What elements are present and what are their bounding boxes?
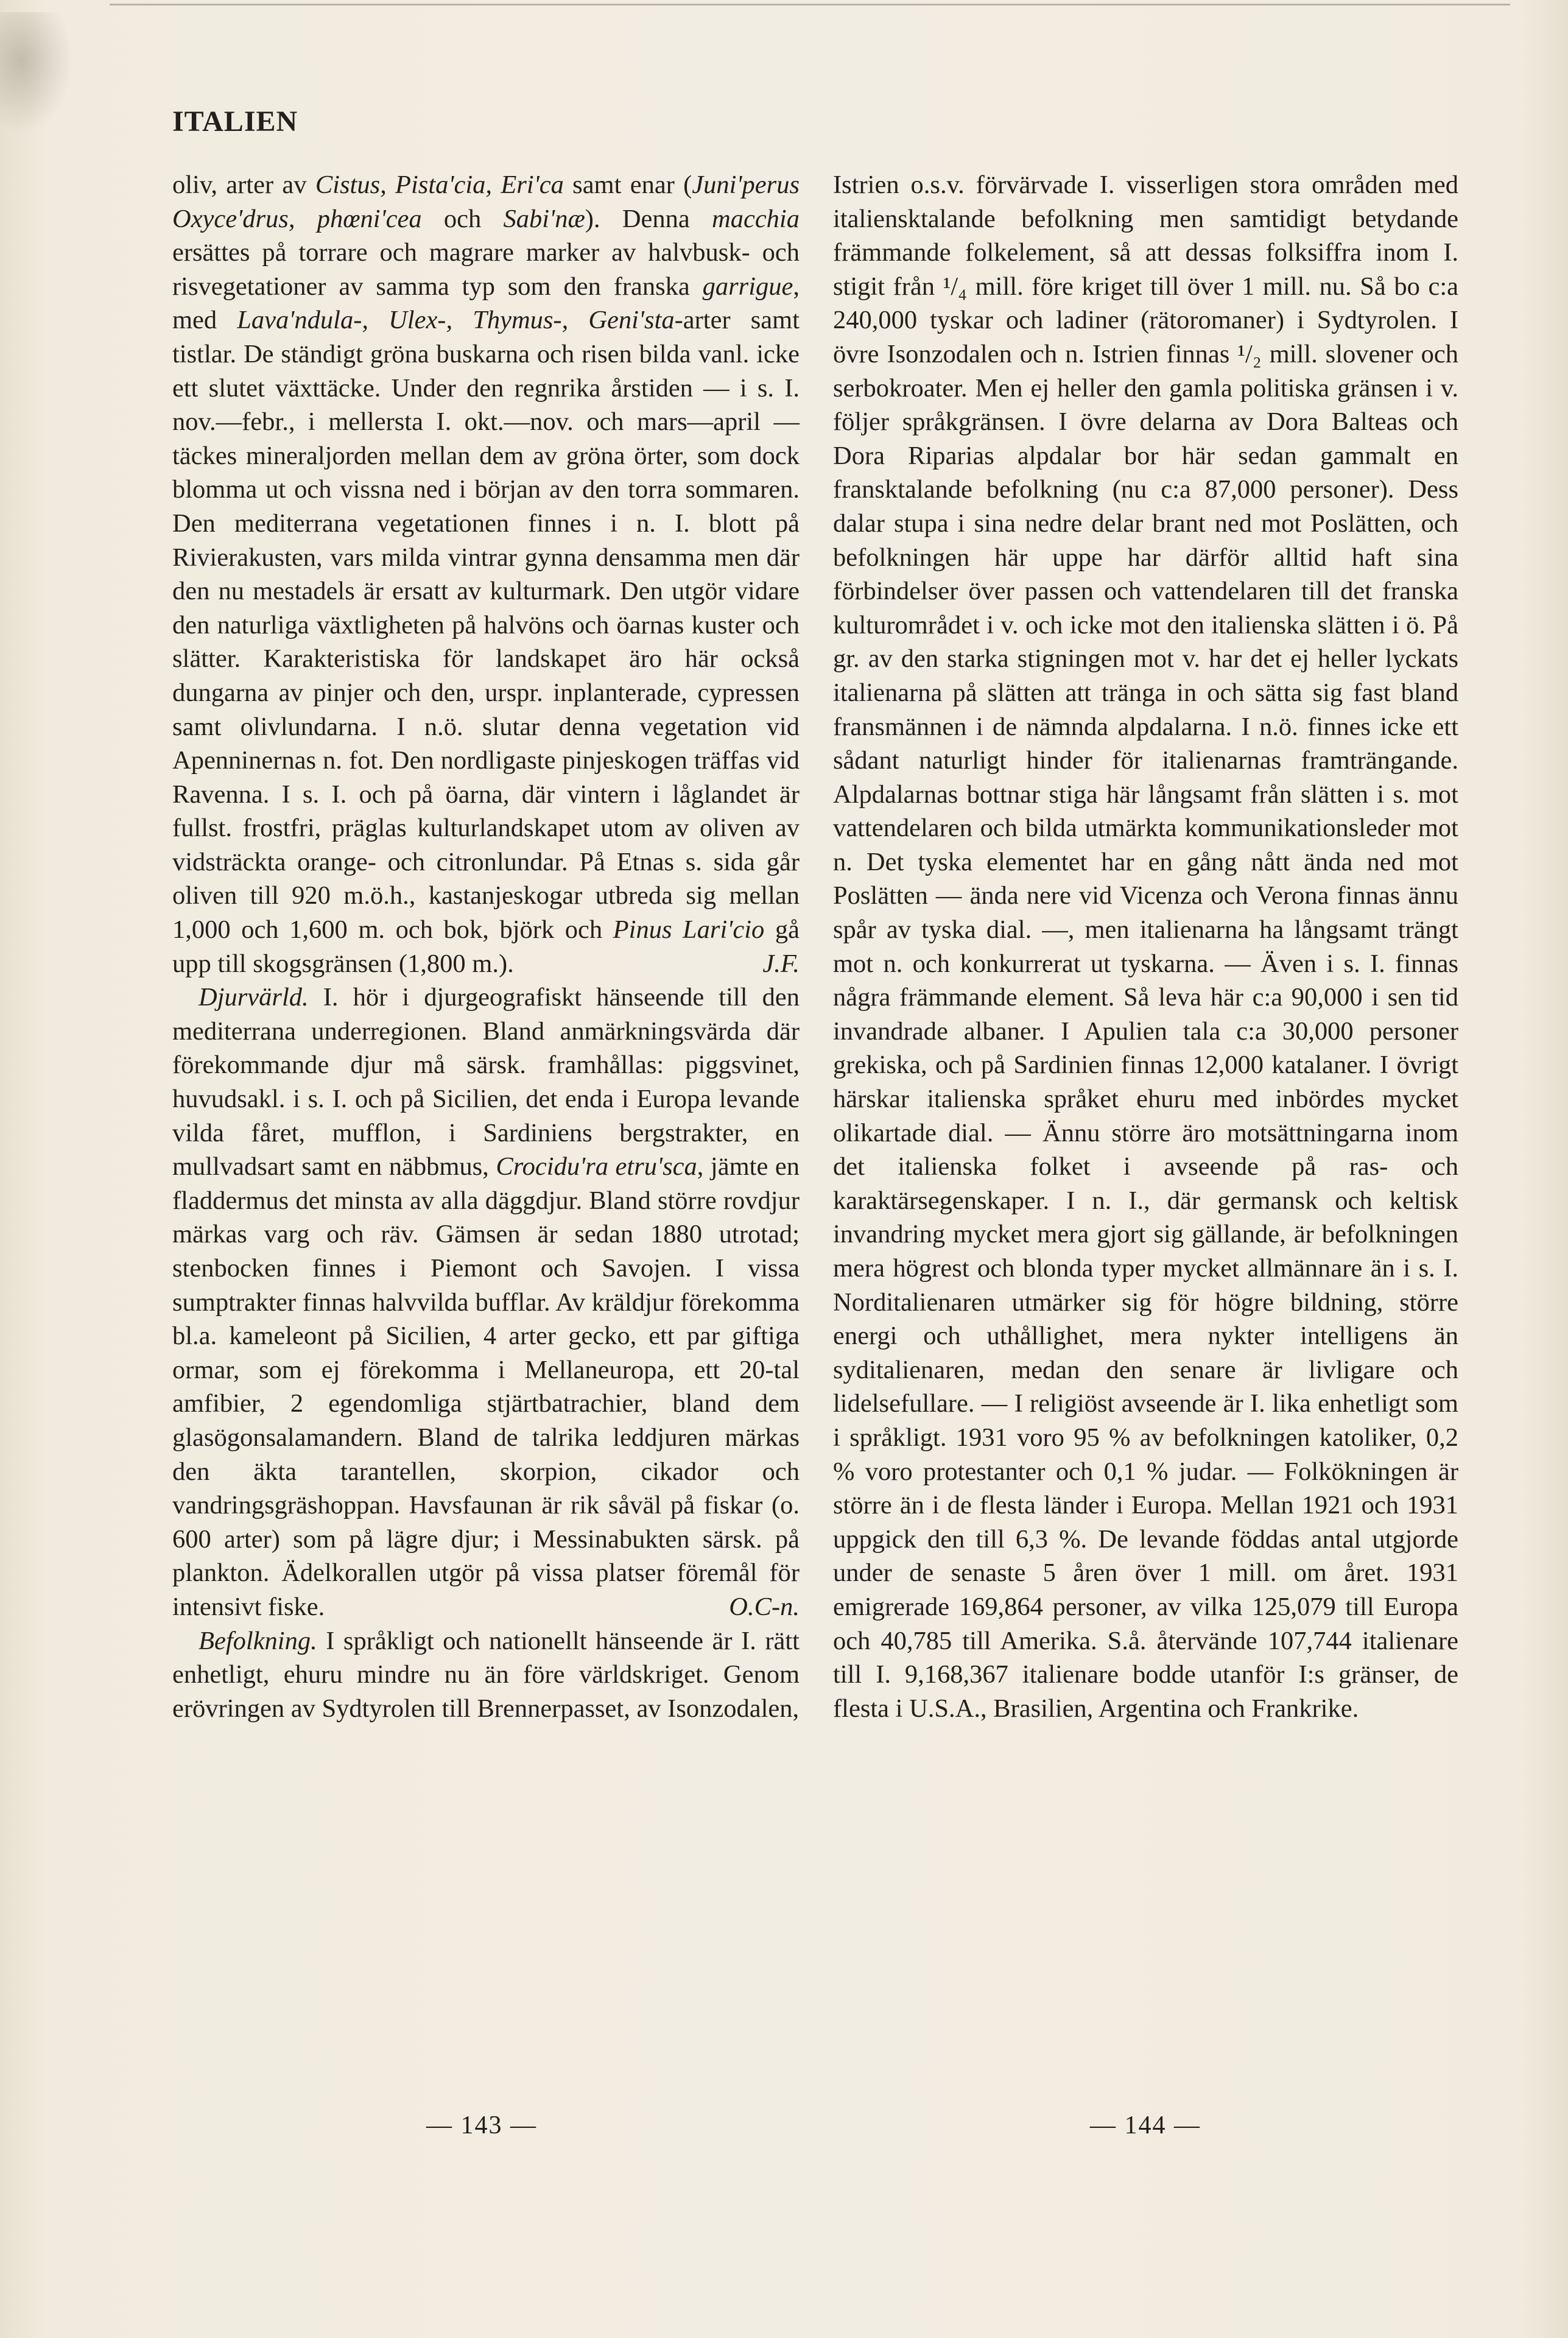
text-span: oliv, arter av xyxy=(172,171,315,199)
top-rule xyxy=(110,4,1510,5)
paragraph-fauna xyxy=(172,981,800,1624)
paragraph-population xyxy=(172,1624,800,1726)
species-name: Crocidu'ra etru'sca xyxy=(496,1152,697,1181)
author-signature: J.F. xyxy=(762,949,800,978)
running-head: ITALIEN xyxy=(172,105,298,138)
text-span: -arter samt tistlar. De ständigt gröna buskarna och risen bilda vanl. icke ett slutet växttäcke. Under den regnrika årstiden — i s. I. nov.—febr., i mellersta I. okt.—nov. och mars—april — täckes mineraljorden mellan dem av gröna örter, som dock blomma ut och vissna ned i början av den torra sommaren. Den mediterrana vegetationen finnes i n. I. blott på Rivierakusten, vars milda vintrar gynna densamma men där den nu mestadels är ersatt av kulturmark. Den utgör vidare den naturliga växtligheten på halvöns och öarnas kuster och slätter. Karakteristiska för landskapet äro här också dungarna av pinjer och den, urspr. inplanterade, cypressen samt olivlundarna. I n.ö. slutar denna vegetation vid Apenninernas n. fot. Den nordligaste pinjeskogen träffas vid Ravenna. I s. I. och på öarna, där vintern i låglandet är fullst. frostfri, präglas kulturlandskapet utom av oliven av vidsträckta orange- och citronlundar. På Etnas s. sida går oliven till 920 m.ö.h., kastanjeskogar utbreda sig mellan 1,000 och 1,600 m. och bok, björk och xyxy=(172,306,800,945)
text-span: I språkligt och nationellt hänseende är I. rätt enhetligt, ehuru mindre nu än före världskriget. Genom erövringen av Sydtyrolen till Brennerpasset, av Isonzodalen, xyxy=(172,1626,800,1723)
section-heading-population: Befolkning. xyxy=(199,1626,317,1655)
species-name: Cistus, Pista'cia, Eri'ca xyxy=(315,171,564,199)
author-signature: O.C-n. xyxy=(729,1592,800,1621)
text-span: I. hör i djurgeografiskt hänseende till den mediterrana underregionen. Bland anmärkningsvärda där förekommande djur må särsk. framhållas: piggsvinet, huvudsakl. i s. I. och på Sicilien, det enda i Europa levande vilda fåret, mufflon, i Sardiniens bergstrakter, en mullvadsart samt en näbbmus, xyxy=(172,983,800,1181)
species-name: Juni'perus Oxyce'drus, phœni'cea xyxy=(172,171,800,233)
text-span: , med xyxy=(172,272,800,335)
text-span: ). Denna xyxy=(585,204,712,233)
term-garrigue: garrigue xyxy=(702,272,793,301)
paragraph-vegetation xyxy=(172,168,800,981)
text-span: samt enar ( xyxy=(563,171,692,199)
text-span: ersättes på torrare och magrare marker av halvbusk- och risvegetationer av samma typ som den franska xyxy=(172,238,800,301)
text-span: och xyxy=(421,204,504,233)
species-name: Sabi'næ xyxy=(503,204,585,233)
text-span: , jämte en fladdermus det minsta av alla däggdjur. Bland större rovdjur märkas varg och räv. Gämsen är sedan 1880 utrotad; stenbocken finnes i Piemont och Savojen. I vissa sumptrakter finnas halvvilda bufflar. Av kräldjur förekomma bl.a. kameleont på Sicilien, 4 arter gecko, ett par giftiga ormar, som ej förekomma i Mellaneuropa, ett 20-tal amfibier, 2 egendomliga stjärtbatrachier, bland dem glasögonsalamandern. Bland de talrika leddjuren märkas den äkta tarantellen, skorpion, cikador och vandringsgräshoppan. Havsfaunan är rik såväl på fiskar (o. 600 arter) som på lägre djur; i Messinabukten särsk. på plankton. Ädelkorallen utgör på vissa platser föremål för intensivt fiske. xyxy=(172,1152,800,1621)
paragraph-population-continued: Istrien o.s.v. förvärvade I. visserligen stora områden med italiensktalande befolkning men samtidigt betydande främmande folkelement, så att dessas folksiffra inom I. stigit från ¹/₄ mill. före kriget till över 1 mill. nu. Så bo c:a 240,000 tyskar och ladiner (rätoromaner) i Sydtyrolen. I övre Isonzodalen och n. Istrien finnas ¹/₂ mill. slovener och serbokroater. Men ej heller den gamla politiska gränsen i v. följer språkgränsen. I övre delarna av Dora Balteas och Dora Riparias alpdalar bor här sedan gammalt en fransktalande befolkning (nu c:a 87,000 personer). Dess dalar stupa i sina nedre delar brant ned mot Poslätten, och befolkningen här uppe har därför alltid haft sina förbindelser över passen och vattendelaren till det franska kulturområdet i v. och icke mot den italienska slätten i ö. På gr. av den starka stigningen mot v. har det ej heller lyckats italienarna på slätten att tränga in och sätta sig fast bland fransmännen i de nämnda alpdalarna. I n.ö. finnes icke ett sådant naturligt hinder för italienarnas framträngande. Alpdalarnas bottnar stiga här långsamt från slätten i s. mot vattendelaren och bilda utmärkta kommunikationsleder mot n. Det tyska elementet har en gång nått ända ned mot Poslätten — ända nere vid Vicenza och Verona finnas ännu spår av tyska dial. —, men italienarna ha långsamt trängt mot n. och konkurrerat ut tyskarna. — Även i s. I. finnas några främmande element. Så leva här c:a 90,000 i sen tid invandrade albaner. I Apulien tala c:a 30,000 personer grekiska, och på Sardinien finnas 12,000 katalaner. I övrigt härskar italienska språket ehuru med inbördes mycket olikartade dial. — Ännu större äro motsättningarna inom det italienska folket i avseende på ras- och karaktärsegenskaper. I n. I., där germansk och keltisk invandring mycket mera gjort sig gällande, är befolkningen mera högrest och blonda typer mycket allmännare än i s. I. Norditalienaren utmärker sig för högre bildning, större energi och uthållighet, mera nykter intelligens än syditalienaren, medan den senare är livligare och lidelsefullare. — I religiöst avseende är I. lika enhetligt som i språkligt. 1931 voro 95 % av befolkningen katoliker, 0,2 % voro protestanter och 0,1 % judar. — Folkökningen är större än i de flesta länder i Europa. Mellan 1921 och 1931 uppgick den till 6,3 %. De levande föddas antal utgjorde under de senaste 5 åren över 1 mill. om året. 1931 emigrerade 169,864 personer, av vilka 125,079 till Europa och 40,785 till Amerika. S.å. återvände 107,744 italienare till I. 9,168,367 italienare bodde utanför I:s gränser, de flesta i U.S.A., Brasilien, Argentina och Frankrike. xyxy=(833,171,1458,1723)
term-macchia: macchia xyxy=(712,204,800,233)
species-name: Lava'ndula-, Ulex-, Thymus-, Geni'sta xyxy=(237,306,675,335)
species-name: Pinus Lari'cio xyxy=(613,915,765,945)
text-span: gå upp till skogsgränsen (1,800 m.). xyxy=(172,915,800,978)
right-column xyxy=(833,168,1458,1725)
page-number-left: — 143 — xyxy=(426,2111,537,2139)
page-number-right: — 144 — xyxy=(1090,2111,1201,2139)
left-column xyxy=(172,168,800,1725)
section-heading-fauna: Djurvärld. xyxy=(199,983,309,1012)
page-edge-stain xyxy=(0,12,73,134)
